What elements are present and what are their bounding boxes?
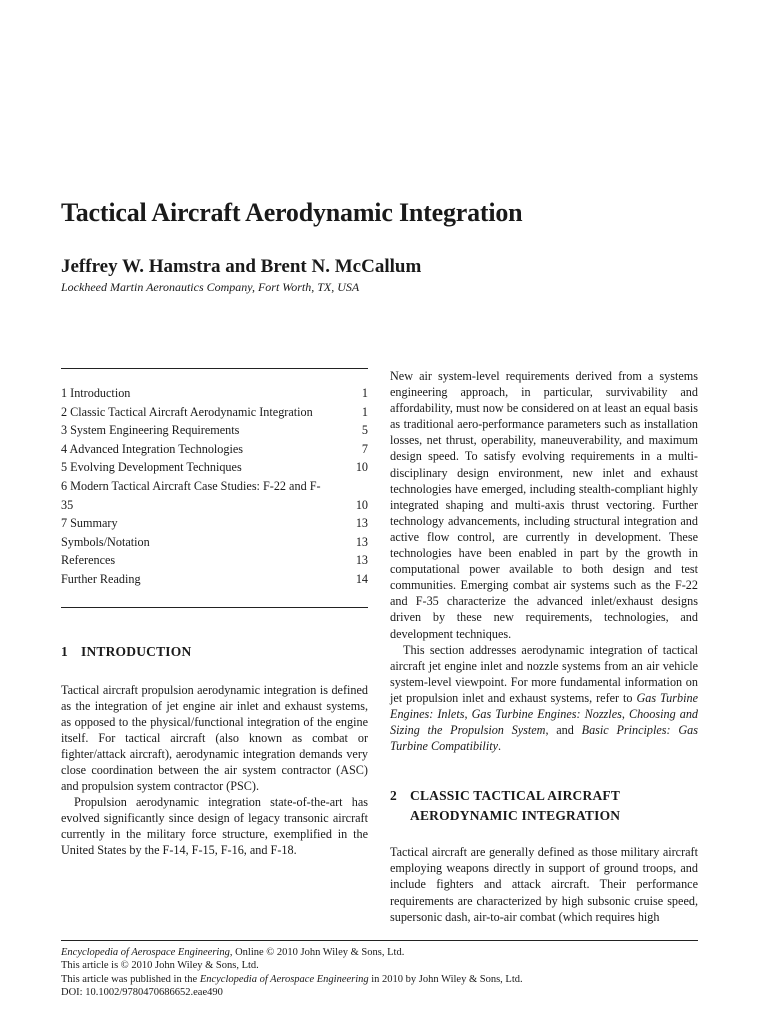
- article-title: Tactical Aircraft Aerodynamic Integration: [61, 198, 523, 227]
- toc-entry-title: Symbols/Notation: [61, 534, 150, 549]
- section-title-line-2: AERODYNAMIC INTEGRATION: [410, 808, 621, 824]
- separator-text: , and: [545, 723, 582, 738]
- toc-top-rule: [61, 368, 368, 369]
- footer-text: , Online © 2010 John Wiley & Sons, Ltd.: [229, 947, 405, 958]
- toc-entry-page: 13: [355, 516, 368, 531]
- section-title-line-1: CLASSIC TACTICAL AIRCRAFT: [410, 788, 621, 804]
- toc-entry-title: Further Reading: [61, 571, 141, 586]
- toc-entry-page: 13: [355, 553, 368, 568]
- separator-text: ,: [621, 706, 629, 721]
- footer-rule: [61, 940, 698, 941]
- section-1-heading: [61, 642, 368, 662]
- footer-doi[interactable]: DOI: 10.1002/9780470686652.eae490: [61, 986, 223, 998]
- section-2-heading: [390, 786, 698, 826]
- cross-reference-link[interactable]: Gas Turbine Engines: Nozzles: [471, 706, 622, 721]
- left-column: [61, 368, 368, 859]
- toc-entry-page: 7: [361, 441, 368, 456]
- cross-reference-link[interactable]: Choosing and Sizing the Propulsion System: [390, 706, 699, 738]
- toc-entry-page: 1: [361, 386, 368, 400]
- intro-continued-paragraph: New air system-level requirements derived from a systems engineering approach, in particular, survivability and affordability, must now be considered on at least an equal basis as traditional aero-performance parameters such as installation losses, net thrust, operability, maneuverability, and maximum design speed. To satisfy evolving requirements in a multi-disciplinary design environment, new inlet and exhaust technologies have emerged, including stealth-compliant highly integrated shaping and multi-axis thrust vectoring. Further technology advancements, including structural integration and active flow control, are currently in development. These technologies have been enabled in part by the growth in computational power available to both design and test communities. Emerging combat air systems such as the F-22 and F-35 characterize the advanced inlet/exhaust designs driven by these new requirements, technologies, and development techniques.: [390, 369, 698, 641]
- toc-entry-title: References: [61, 553, 116, 568]
- toc-entry-title: 3 System Engineering Requirements: [61, 423, 240, 438]
- toc-entry[interactable]: [61, 421, 368, 440]
- toc-entry-page: 10: [355, 497, 368, 512]
- toc-entry-page: 13: [355, 534, 368, 549]
- toc-entry-page: 5: [361, 423, 368, 438]
- article-authors: Jeffrey W. Hamstra and Brent N. McCallum: [61, 256, 422, 277]
- toc-entry-title: 1 Introduction: [61, 386, 131, 400]
- toc-entry-title: 6 Modern Tactical Aircraft Case Studies: F-22 and F-35: [61, 478, 321, 512]
- footer-line-2: This article is © 2010 John Wiley & Sons, Ltd.: [61, 960, 259, 972]
- toc-entry-title: 7 Summary: [61, 516, 118, 531]
- separator-text: ,: [464, 706, 472, 721]
- toc-entry-title: 2 Classic Tactical Aircraft Aerodynamic Integration: [61, 404, 313, 419]
- toc-entry[interactable]: [61, 514, 368, 533]
- paragraph-end: .: [498, 739, 502, 754]
- right-column: [390, 368, 698, 925]
- journal-name: Encyclopedia of Aerospace Engineering: [61, 947, 230, 958]
- section-1-paragraph-1: Tactical aircraft propulsion aerodynamic integration is defined as the integration of jet engine air inlet and exhaust systems, as opposed to the physical/functional integration of the engine itself. For tactical aircraft (also known as combat or fighter/attack aircraft), aerodynamic integration demands very close coordination between the air system contractor (ASC) and propulsion system contractor (PSC).: [61, 682, 368, 794]
- toc-entry-page: 10: [355, 460, 368, 475]
- section-title: [410, 786, 620, 826]
- toc-entry-title: 4 Advanced Integration Technologies: [61, 441, 244, 456]
- toc-entry[interactable]: [61, 551, 368, 570]
- toc-entry-page: 1: [361, 404, 368, 419]
- paragraph-text: This section addresses aerodynamic integration of tactical aircraft jet engine inlet and nozzle systems from an air vehicle system-level viewpoint. For more fundamental information on jet propulsion inlet and exhaust systems, refer to: [390, 642, 698, 705]
- journal-name: Encyclopedia of Aerospace Engineering: [199, 973, 369, 985]
- toc-entry-page: 14: [355, 571, 368, 586]
- toc-entry-title: 5 Evolving Development Techniques: [61, 460, 242, 475]
- cross-reference-link[interactable]: Basic Principles: Gas Turbine Compatibility: [390, 723, 698, 754]
- toc-entry[interactable]: [61, 570, 368, 589]
- section-2-paragraph-1: Tactical aircraft are generally defined as those military aircraft employing weapons directly in support of ground troops, and include fighters and attack aircraft. Their performance requirements are characterized by high subsonic cruise speed, supersonic dash, air-to-air combat (which requires high: [390, 845, 698, 924]
- footer-text: This article was published in the: [61, 973, 200, 985]
- footer-line-1: [61, 946, 698, 959]
- footer-line-3: [61, 973, 698, 986]
- page-footer: [61, 940, 698, 999]
- toc-entry[interactable]: [61, 458, 368, 477]
- toc-entry[interactable]: [61, 440, 368, 459]
- intro-scope-paragraph: [390, 642, 698, 755]
- article-affiliation: Lockheed Martin Aeronautics Company, Fort Worth, TX, USA: [61, 280, 360, 294]
- toc-entry[interactable]: [61, 533, 368, 552]
- toc-entry[interactable]: [61, 403, 368, 422]
- section-number: 2: [390, 788, 397, 804]
- cross-reference-link[interactable]: Gas Turbine Engines: Inlets: [390, 690, 698, 721]
- footer-text: in 2010 by John Wiley & Sons, Ltd.: [368, 973, 523, 985]
- toc-entry[interactable]: [61, 384, 368, 403]
- section-1-paragraph-2: Propulsion aerodynamic integration state-of-the-art has evolved significantly since design of legacy transonic aircraft currently in the military force structure, exemplified in the United States by the F-14, F-15, F-16, and F-18.: [61, 795, 368, 858]
- section-number: 1: [61, 643, 68, 659]
- toc-entry[interactable]: [61, 477, 368, 514]
- table-of-contents: [61, 384, 368, 589]
- section-title: INTRODUCTION: [81, 643, 192, 659]
